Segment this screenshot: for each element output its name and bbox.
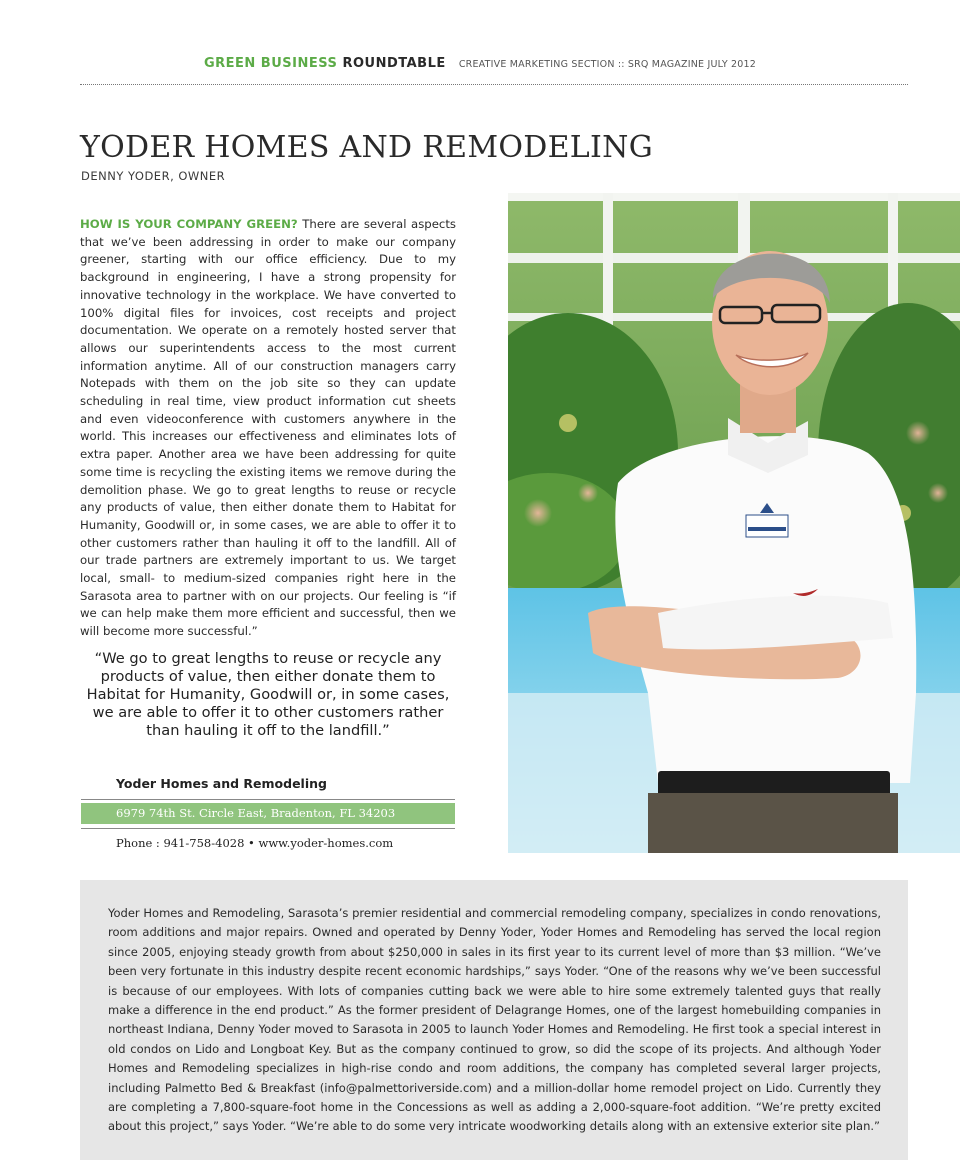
owner-portrait-photo (508, 193, 960, 853)
header-bold-text: ROUNDTABLE (342, 56, 446, 71)
pull-quote: “We go to great lengths to reuse or recycle any products of value, then either donate them to Habitat for Humanity, Goodwill or, in some cases, we are able to offer it to other customers rather than hauling it off to the landfill.” (86, 650, 450, 739)
header-small-text: CREATIVE MARKETING SECTION :: SRQ MAGAZINE JULY 2012 (458, 59, 757, 70)
portrait-illustration (508, 193, 960, 853)
article-answer: There are several aspects that we’ve been addressing in order to make our company greener, starting with our office efficiency. Due to my background in engineering, I have a strong propensity for innovative technology in the workplace. We have converted to 100% digital files for invoices, cost receipts and project documentation. We operate on a remotely hosted server that allows our superintendents access to the most current information anytime. All of our construction managers carry Notepads with them on the job site so they can update scheduling in real time, view product information cut sheets and even videoconference with customers anywhere in the world. This increases our effectiveness and eliminates lots of extra paper. Another area we have been addressing for quite some time is recycling the existing items we remove during the demolition phase. We go to great lengths to reuse or recycle any products of value, then either donate them to Habitat for Humanity, Goodwill or, in some cases, we are able to offer it to other customers rather than hauling it off to the landfill. All of our trade partners are extremely important to us. We target local, small- to medium-sized companies right here in the Sarasota area to partner with on our projects. Our feeling is “if we can help make them more efficient and successful, then we will become more successful.” (80, 217, 456, 639)
company-profile-box (80, 880, 908, 1160)
section-header (0, 52, 960, 71)
article-question: HOW IS YOUR COMPANY GREEN? (80, 217, 298, 231)
article-body (80, 216, 456, 641)
contact-company-name: Yoder Homes and Remodeling (116, 776, 327, 791)
contact-phone-web: Phone : 941-758-4028 • www.yoder-homes.com (116, 836, 394, 850)
header-divider (80, 84, 908, 85)
contact-address-bar (81, 799, 455, 829)
header-green-text: GREEN BUSINESS (203, 56, 338, 71)
page-subtitle: DENNY YODER, OWNER (81, 169, 226, 183)
contact-address: 6979 74th St. Circle East, Bradenton, FL 34203 (81, 803, 455, 824)
company-profile-text: Yoder Homes and Remodeling, Sarasota’s premier residential and commercial remodeling company, specializes in condo renovations, room additions and major repairs. Owned and operated by Denny Yoder, Yoder Homes and Remodeling has served the local region since 2005, enjoying steady growth from about $250,000 in sales in its first year to its current level of more than $3 million. “We’ve been very fortunate in this industry despite recent economic hardships,” says Yoder. “One of the reasons why we’ve been successful is because of our employees. With lots of companies cutting back we were able to hire some extremely talented guys that really make a difference in the end product.” As the former president of Delagrange Homes, one of the largest homebuilding companies in northeast Indiana, Denny Yoder moved to Sarasota in 2005 to launch Yoder Homes and Remodeling. He first took a special interest in old condos on Lido and Longboat Key. But as the company continued to grow, so did the scope of its projects. And although Yoder Homes and Remodeling specializes in high-rise condo and room additions, the company has completed several larger projects, including Palmetto Bed & Breakfast (info@palmettoriverside.com) and a million-dollar home remodel project on Lido. Currently they are completing a 7,800-square-foot home in the Concessions as well as adding a 2,000-square-foot addition. “We’re pretty excited about this project,” says Yoder. “We’re able to do some very intricate woodworking details along with an extensive exterior site plan.” (108, 906, 881, 1134)
page-title: YODER HOMES AND REMODELING (80, 130, 653, 165)
